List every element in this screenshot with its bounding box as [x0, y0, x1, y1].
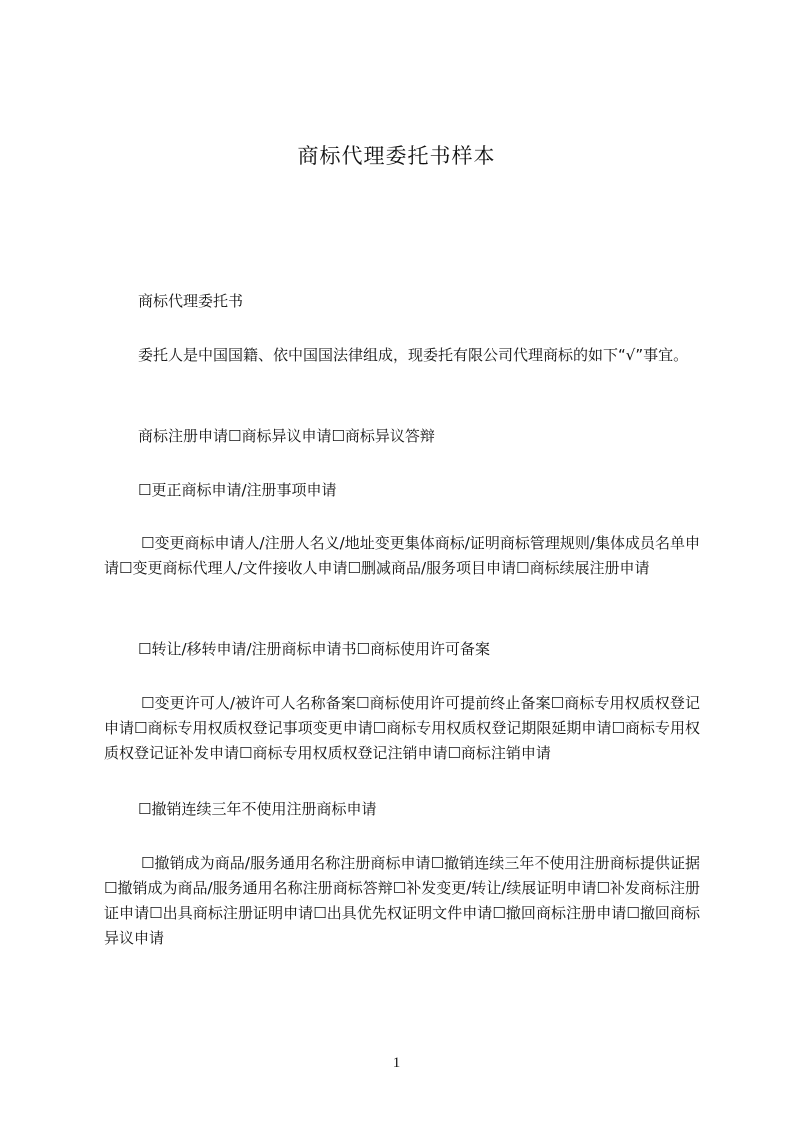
document-title: 商标代理委托书样本 [297, 144, 496, 168]
paragraph-revocation-options: ☐撤销成为商品/服务通用名称注册商标申请☐撤销连续三年不使用注册商标提供证据☐撤销成为商品/服务通用名称注册商标答辩☐补发变更/转让/续展证明申请☐补发商标注册证申请☐出具商标注册证明申请☐出具优先权证明文件申请☐撤回商标注册申请☐撤回商标异议申请 [104, 854, 700, 947]
paragraph-change-options: ☐变更商标申请人/注册人名义/地址变更集体商标/证明商标管理规则/集体成员名单申请☐变更商标代理人/文件接收人申请☐删减商品/服务项目申请☐商标续展注册申请 [104, 534, 700, 577]
paragraph-revocation-heading: ☐撤销连续三年不使用注册商标申请 [138, 800, 377, 818]
page-number: 1 [392, 1055, 401, 1071]
paragraph-correction-options: ☐更正商标申请/注册事项申请 [138, 481, 337, 499]
section-heading: 商标代理委托书 [138, 292, 244, 310]
paragraph-intro: 委托人是中国国籍、依中国国法律组成，现委托有限公司代理商标的如下“√”事宜。 [138, 346, 689, 364]
paragraph-registration-options: 商标注册申请☐商标异议申请☐商标异议答辩 [138, 427, 435, 445]
paragraph-license-pledge-options: ☐变更许可人/被许可人名称备案☐商标使用许可提前终止备案☐商标专用权质权登记申请☐商标专用权质权登记事项变更申请☐商标专用权质权登记期限延期申请☐商标专用权质权登记证补发申请☐商标专用权质权登记注销申请☐商标注销申请 [104, 694, 700, 762]
paragraph-transfer-options: ☐转让/移转申请/注册商标申请书☐商标使用许可备案 [138, 640, 491, 658]
